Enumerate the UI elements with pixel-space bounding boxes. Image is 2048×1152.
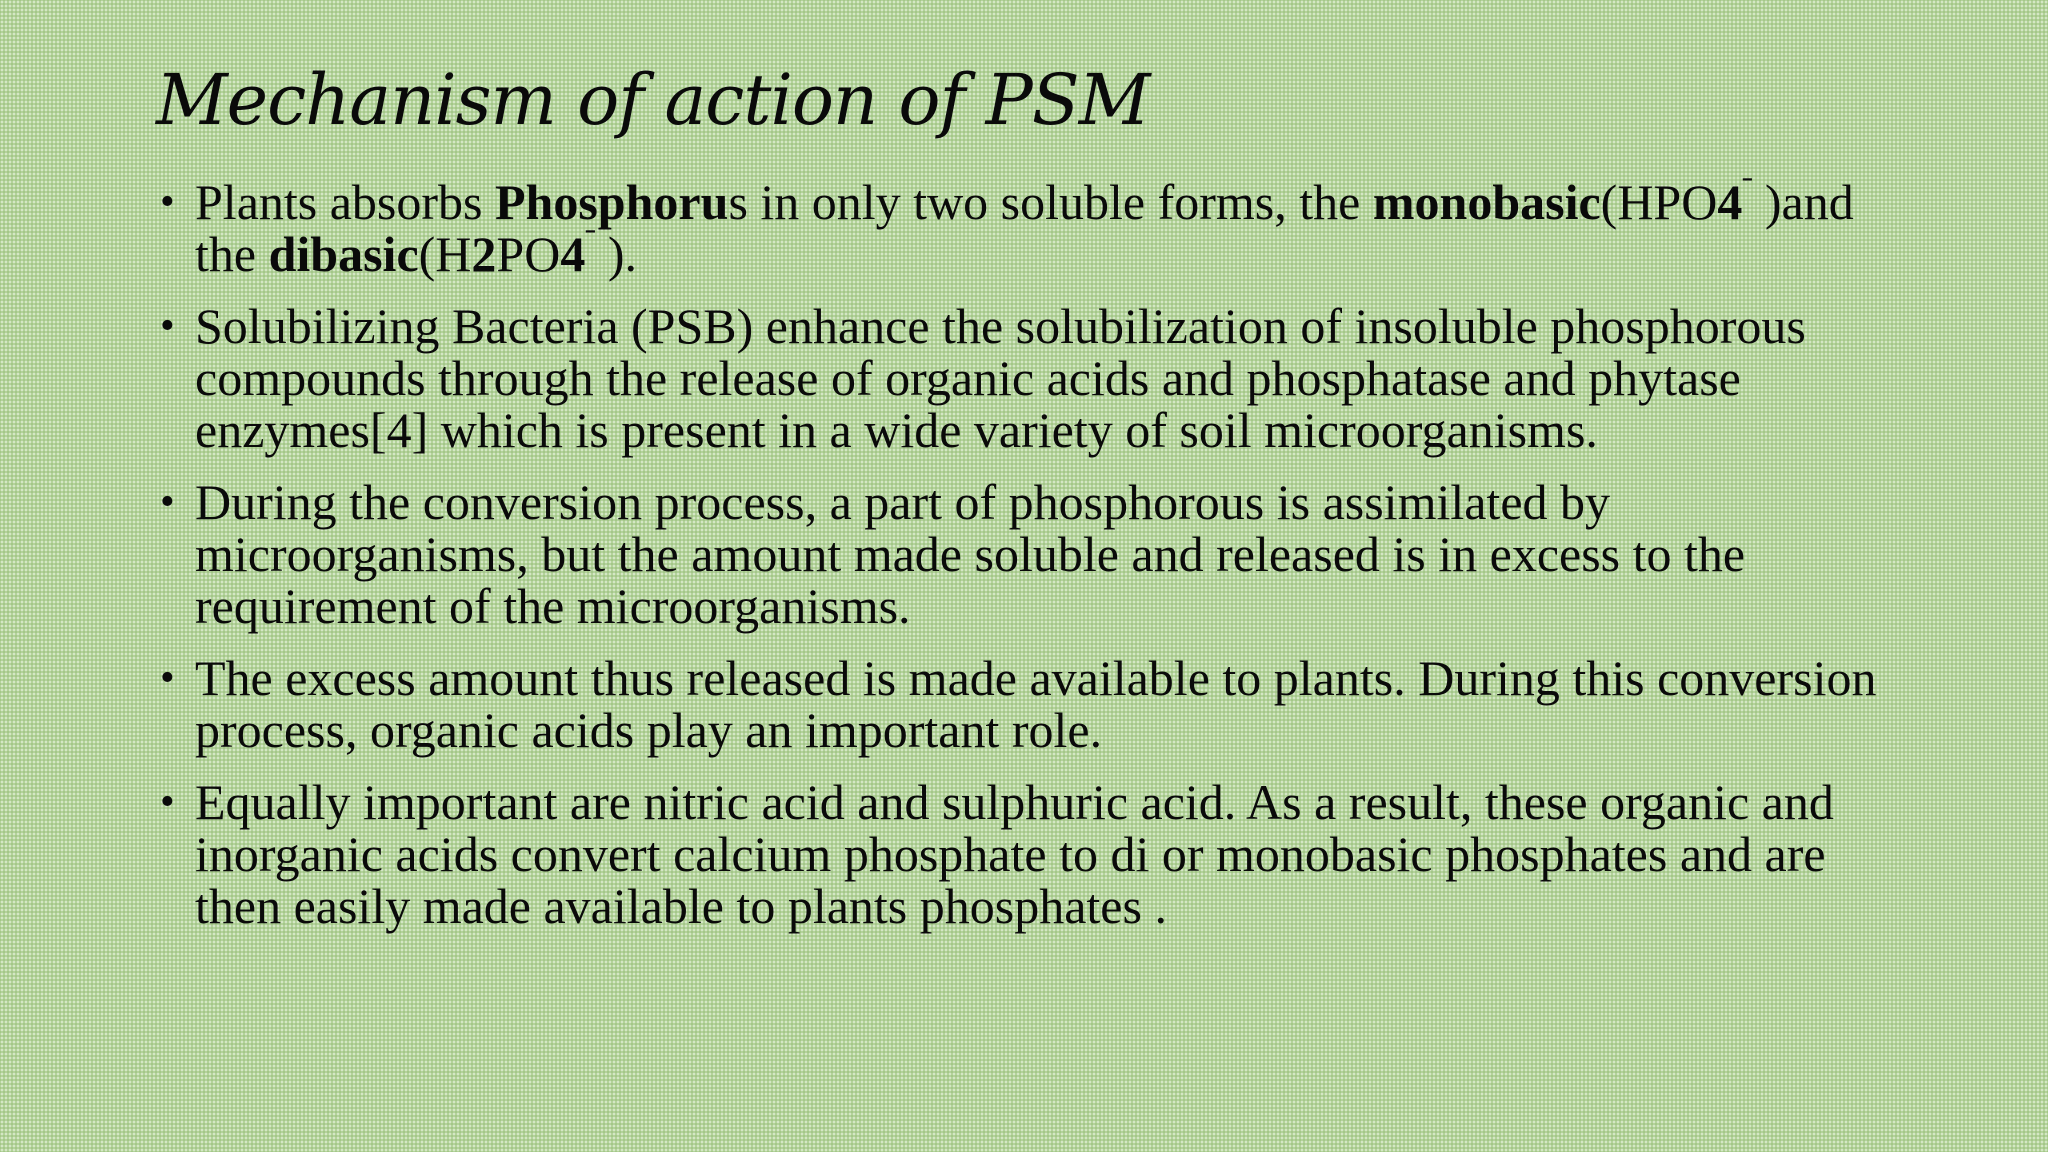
bullet-item-2	[160, 300, 1880, 456]
charge-sign: ˉ	[585, 223, 596, 257]
bullet-list	[160, 171, 1880, 952]
bullet-dot-icon: •	[160, 779, 175, 825]
bullet-text-bold: 4	[560, 226, 586, 282]
bullet-text: The excess amount thus released is made available to plants. During this conversion process, organic acids play an important role.	[195, 650, 1877, 758]
bullet-text-bold: 4	[1717, 174, 1743, 230]
bullet-text-segment: ).	[595, 226, 637, 282]
bullet-item-5	[160, 776, 1880, 932]
bullet-item-1	[160, 171, 1880, 282]
bullet-text-bold: dibasic	[268, 226, 419, 282]
bullet-item-3	[160, 476, 1880, 632]
bullet-text-segment: Plants absorbs	[195, 174, 495, 230]
charge-sign: ˉ	[1742, 171, 1753, 205]
bullet-dot-icon: •	[160, 655, 175, 701]
bullet-text-segment: (HPO	[1600, 174, 1718, 230]
bullet-text-bold: Phosphoru	[495, 174, 729, 230]
slide-title: Mechanism of action of PSM	[156, 59, 1150, 141]
bullet-text-bold: 2	[471, 226, 497, 282]
bullet-text-segment: s in only two soluble forms, the	[728, 174, 1373, 230]
bullet-dot-icon: •	[160, 179, 175, 225]
bullet-dot-icon: •	[160, 303, 175, 349]
bullet-text-segment: )and the	[195, 174, 1854, 282]
bullet-text: Equally important are nitric acid and sulphuric acid. As a result, these organic and inorganic acids convert calcium phosphate to di or monobasic phosphates and are then easily made available to plants phosphates .	[195, 774, 1834, 934]
bullet-text: During the conversion process, a part of phosphorous is assimilated by microorganisms, but the amount made soluble and released is in excess to the requirement of the microorganisms.	[195, 474, 1746, 634]
bullet-dot-icon: •	[160, 479, 175, 525]
bullet-text-bold: monobasic	[1372, 174, 1601, 230]
bullet-text: Solubilizing Bacteria (PSB) enhance the solubilization of insoluble phosphorous compounds through the release of organic acids and phosphatase and phytase enzymes[4] which is present in a wide variety of soil microorganisms.	[195, 298, 1806, 458]
bullet-text-segment: (H	[418, 226, 472, 282]
bullet-item-4	[160, 652, 1880, 756]
bullet-text-segment: PO	[496, 226, 561, 282]
